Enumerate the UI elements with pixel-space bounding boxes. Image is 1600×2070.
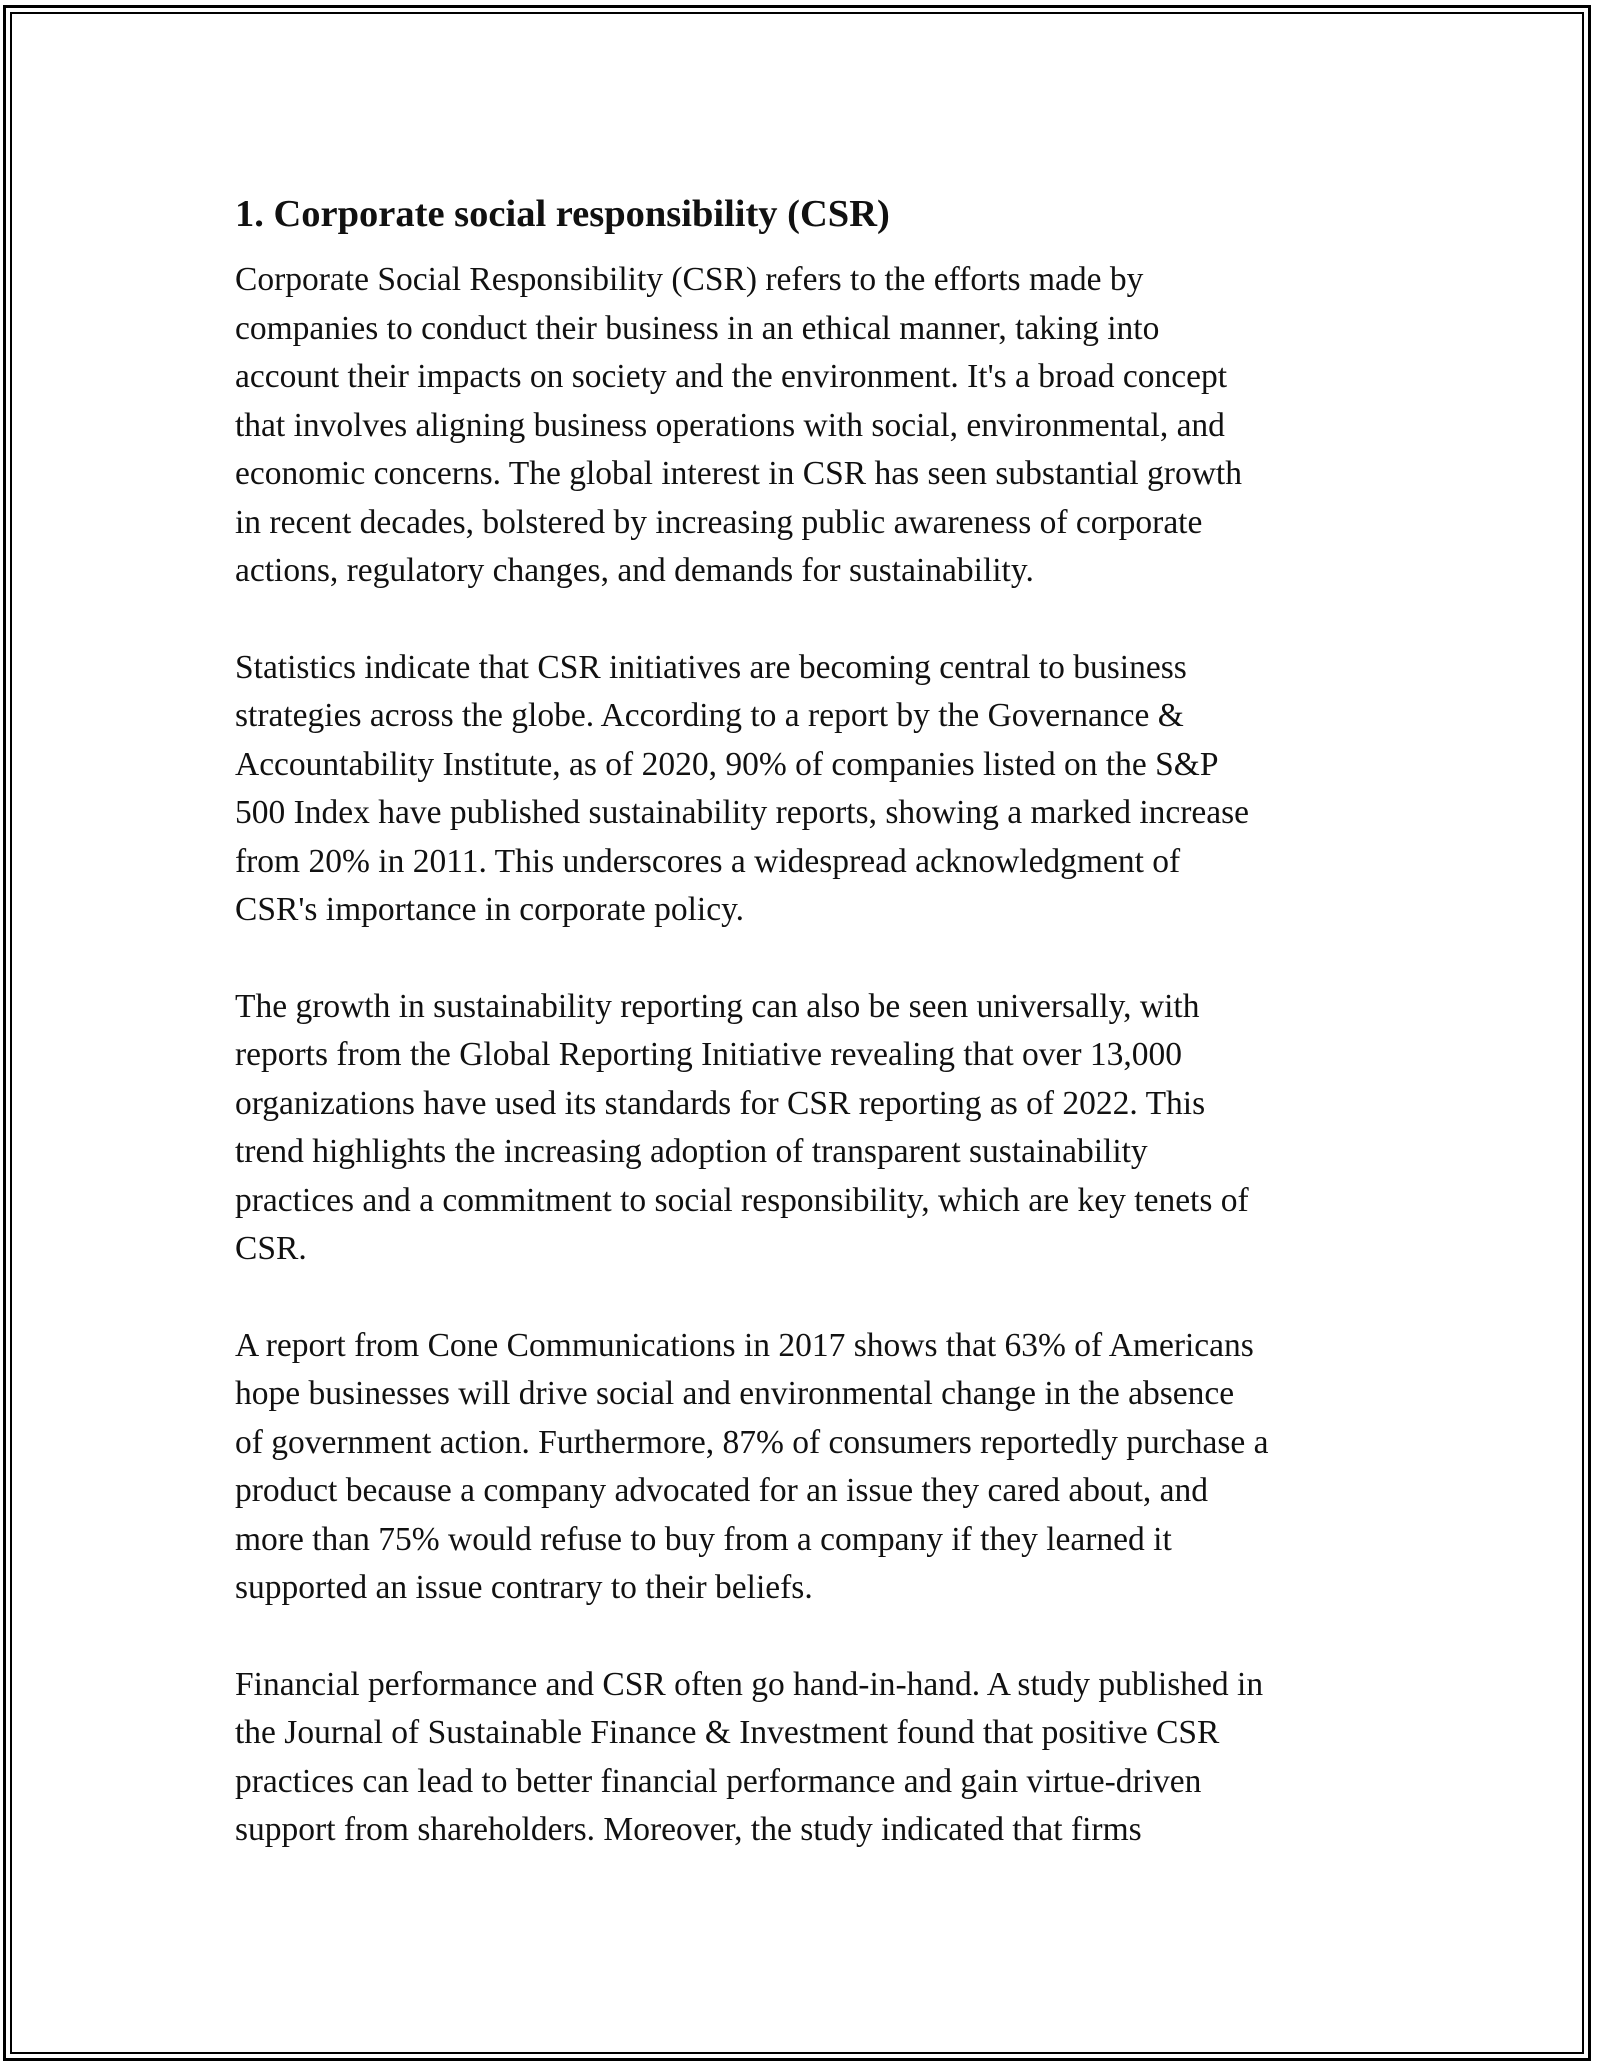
paragraph-line: product because a company advocated for an issue they cared about, and (235, 1472, 1208, 1509)
paragraph-line: more than 75% would refuse to buy from a company if they learned it (235, 1520, 1172, 1558)
paragraph-line: CSR's importance in corporate policy. (235, 891, 745, 928)
paragraph-line: companies to conduct their business in an ethical manner, taking into (235, 309, 1160, 347)
paragraph-list (235, 256, 1395, 1855)
paragraph (235, 1661, 1395, 1855)
paragraph-line: practices and a commitment to social responsibility, which are key tenets of (235, 1181, 1249, 1219)
paragraph-line: practices can lead to better financial performance and gain virtue-driven (235, 1762, 1202, 1800)
document-body (235, 186, 1395, 1903)
paragraph-line: hope businesses will drive social and environmental change in the absence (235, 1375, 1235, 1412)
paragraph-line: actions, regulatory changes, and demands for sustainability. (235, 552, 1034, 589)
paragraph (235, 256, 1395, 596)
paragraph (235, 983, 1395, 1274)
paragraph-line: in recent decades, bolstered by increasing public awareness of corporate (235, 503, 1203, 541)
paragraph-line: Accountability Institute, as of 2020, 90% of companies listed on the S&P (235, 745, 1219, 783)
paragraph-line: strategies across the globe. According to a report by the Governance & (235, 697, 1184, 734)
paragraph-line: support from shareholders. Moreover, the study indicated that firms (235, 1811, 1142, 1848)
paragraph-line: account their impacts on society and the environment. It's a broad concept (235, 358, 1228, 395)
paragraph-line: The growth in sustainability reporting can also be seen universally, with (235, 987, 1200, 1025)
paragraph-line: supported an issue contrary to their beliefs. (235, 1569, 813, 1606)
paragraph-line: that involves aligning business operations with social, environmental, and (235, 406, 1225, 444)
paragraph (235, 644, 1395, 935)
paragraph-line: trend highlights the increasing adoption of transparent sustainability (235, 1133, 1148, 1170)
paragraph-line: organizations have used its standards for CSR reporting as of 2022. This (235, 1084, 1206, 1122)
paragraph-line: economic concerns. The global interest in CSR has seen substantial growth (235, 455, 1242, 492)
section-heading: 1. Corporate social responsibility (CSR) (235, 193, 890, 235)
paragraph-line: from 20% in 2011. This underscores a widespread acknowledgment of (235, 842, 1181, 880)
paragraph-line: CSR. (235, 1230, 307, 1267)
paragraph-line: Statistics indicate that CSR initiatives are becoming central to business (235, 648, 1187, 686)
paragraph-line: A report from Cone Communications in 2017 shows that 63% of Americans (235, 1326, 1254, 1364)
paragraph-line: of government action. Furthermore, 87% of consumers reportedly purchase a (235, 1423, 1269, 1461)
paragraph-line: Corporate Social Responsibility (CSR) refers to the efforts made by (235, 261, 1144, 298)
paragraph-line: the Journal of Sustainable Finance & Investment found that positive CSR (235, 1714, 1220, 1751)
paragraph-line: reports from the Global Reporting Initiative revealing that over 13,000 (235, 1036, 1183, 1073)
paragraph-line: 500 Index have published sustainability reports, showing a marked increase (235, 794, 1250, 831)
paragraph (235, 1322, 1395, 1613)
paragraph-line: Financial performance and CSR often go hand-in-hand. A study published in (235, 1665, 1264, 1703)
